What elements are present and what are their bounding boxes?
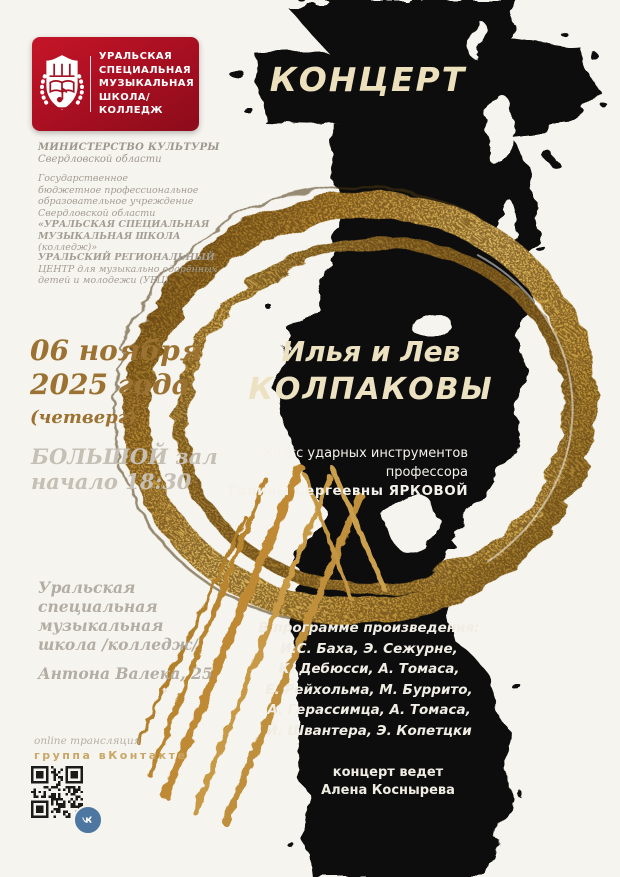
school-name-line: МУЗЫКАЛЬНАЯ: [98, 78, 195, 90]
school-name-line: СПЕЦИАЛЬНАЯ: [98, 64, 191, 76]
school-name: [99, 50, 199, 118]
program-line: Е. Рейхольма, М. Буррито,: [265, 681, 473, 698]
school-logo-block: [32, 37, 199, 131]
institution-line: бюджетное профессиональное: [38, 184, 199, 196]
poster-title: КОНЦЕРТ: [269, 60, 467, 99]
address-line: музыкальная: [38, 616, 164, 635]
host-caption: концерт ведет: [332, 765, 444, 780]
ural-center-block: [38, 252, 217, 287]
vk-logo-glyph: [81, 813, 96, 828]
school-name-line: УРАЛЬСКАЯ: [98, 51, 173, 63]
class-info-line: профессора: [385, 465, 468, 480]
school-name-line: ШКОЛА/КОЛЛЕДЖ: [98, 91, 163, 117]
online-caption: online трансляция: [34, 735, 141, 747]
class-info: [228, 444, 468, 501]
school-emblem-icon: [37, 51, 87, 117]
performers-surname: КОЛПАКОВЫ: [248, 372, 494, 407]
venue-time: [31, 444, 218, 494]
ural-center-line: ЦЕНТР для музыкально одарённых: [38, 263, 218, 275]
institution-line: МУЗЫКАЛЬНАЯ ШКОЛА: [38, 230, 181, 242]
ural-center-line: УРАЛЬСКИЙ РЕГИОНАЛЬНЫЙ: [38, 252, 215, 263]
performers-names: Илья и Лев: [281, 335, 461, 368]
program-line: Й. Швантера, Э. Копетцки: [266, 722, 472, 739]
host-block: [288, 764, 488, 800]
date-line: 2025 года: [30, 368, 190, 401]
program-line: А. Герассимца, А. Томаса,: [267, 702, 471, 718]
ministry-block: [38, 141, 220, 166]
class-info-line: Класс ударных инструментов: [263, 446, 468, 461]
date-line: 06 ноября: [30, 334, 203, 367]
institution-line: «УРАЛЬСКАЯ СПЕЦИАЛЬНАЯ: [38, 219, 210, 230]
program-heading: В программе произведения:: [258, 620, 480, 636]
venue-hall: БОЛЬШОЙ зал: [31, 444, 218, 469]
institution-block: [38, 173, 209, 254]
black-brush-stroke: [232, 0, 607, 877]
date-weekday: (четверг): [30, 407, 137, 428]
online-broadcast: [34, 735, 187, 763]
institution-line: Свердловской области: [38, 207, 156, 219]
logo-divider: [90, 56, 91, 112]
vk-group-label: группа вКонтакте: [34, 749, 188, 762]
host-name: Алена Коснырева: [321, 783, 455, 798]
institution-line: (колледж)»: [38, 242, 98, 253]
performers: [240, 334, 502, 410]
program-line: И.С. Баха, Э. Сежурне,: [280, 640, 458, 657]
institution-line: образовательное учреждение: [38, 196, 194, 207]
ministry-subtitle: Свердловской области: [38, 154, 162, 165]
address-line: Уральская: [38, 578, 136, 597]
professor-name: Галины Сергеевны ЯРКОВОЙ: [227, 483, 468, 499]
program-line: К. Дебюсси, А. Томаса,: [278, 661, 460, 677]
event-date: [30, 334, 202, 431]
address-street: Антона Валека, 25: [38, 664, 213, 683]
program-block: [244, 618, 494, 741]
address-line: специальная: [38, 597, 158, 616]
address-block: [38, 578, 213, 683]
venue-start-time: начало 18:30: [31, 469, 192, 494]
institution-line: Государственное: [38, 173, 128, 184]
address-line: школа /колледж/: [38, 635, 198, 654]
ural-center-line: детей и молодежи (УРЦ): [38, 275, 169, 286]
vk-icon: [73, 805, 103, 835]
ministry-title: МИНИСТЕРСТВО КУЛЬТУРЫ: [38, 142, 220, 153]
